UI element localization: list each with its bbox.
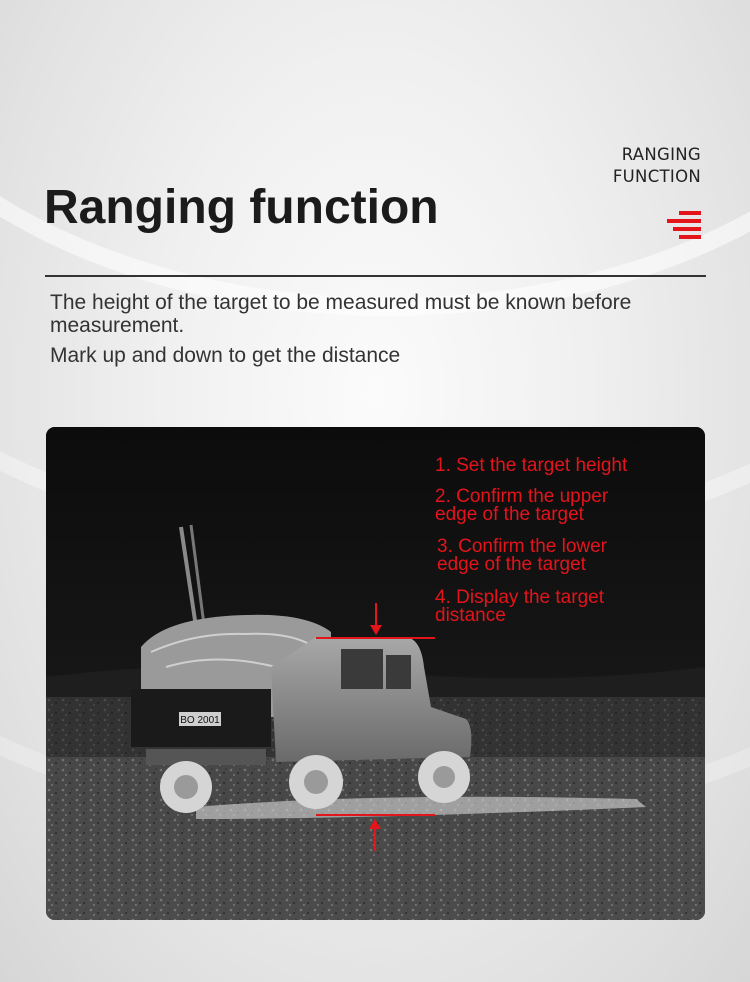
step-3-line-2: edge of the target — [437, 554, 586, 575]
section-eyebrow — [613, 144, 701, 188]
menu-lines-icon — [667, 211, 701, 239]
divider — [45, 275, 706, 277]
thermal-scene-image — [46, 427, 705, 920]
license-plate-text: BO 2001 — [180, 715, 220, 726]
eyebrow-line-1: RANGING — [621, 145, 701, 164]
description-line-1: The height of the target to be measured must be known before measurement. — [50, 291, 632, 337]
step-2-line-1: 2. Confirm the upper — [435, 486, 609, 507]
step-1 — [435, 457, 627, 475]
step-3-line-1: 3. Confirm the lower — [437, 536, 608, 557]
eyebrow-line-2: FUNCTION — [612, 167, 701, 186]
description-line-2: Mark up and down to get the distance — [50, 344, 401, 367]
step-3 — [437, 538, 607, 574]
step-2 — [435, 488, 608, 524]
step-4-line-2: distance — [435, 605, 506, 626]
step-4 — [435, 589, 604, 625]
page-title: Ranging function — [44, 181, 439, 234]
step-1-line-1: 1. Set the target height — [435, 455, 628, 476]
step-4-line-1: 4. Display the target — [435, 587, 604, 608]
step-2-line-2: edge of the target — [435, 504, 584, 525]
